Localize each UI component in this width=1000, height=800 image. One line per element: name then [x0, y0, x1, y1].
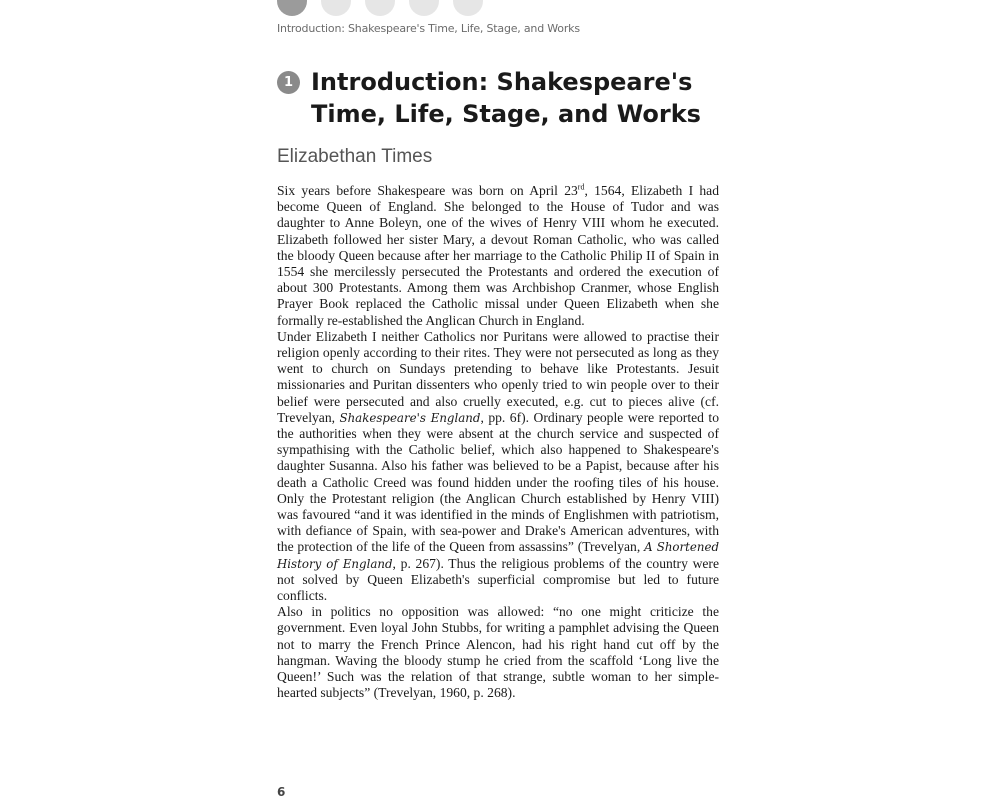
running-head: Introduction: Shakespeare's Time, Life, Stage, and Works: [277, 22, 580, 35]
book-title: A Shortened History of England: [277, 540, 720, 571]
paragraph-2: [277, 329, 719, 604]
paragraph-text: , 1564, Elizabeth I had become Queen of England. She belonged to the House of Tudor and was daughter to Anne Boleyn, one of the wives of Henry VIII whom he executed. Elizabeth followed her sister Mary, a devout Roman Catholic, who was called the bloody Queen because after her marriage to the Catholic Philip II of Spain in 1554 she mercilessly persecuted the Protestants and ordered the execution of about 300 Protestants. Among them was Archbishop Cranmer, whose English Prayer Book replaced the Catholic missal under Queen Elizabeth when she formally re-established the Anglican Church in England.: [277, 183, 720, 328]
body-text: [277, 183, 719, 702]
paragraph-text: Six years before Shakespeare was born on April 23: [277, 183, 578, 198]
paragraph-3: Also in politics no opposition was allowed: “no one might criticize the government. Even loyal John Stubbs, for writing a pamphlet advising the Queen not to marry the French Prince Alencon, had his right hand cut off by the hangman. Waving the bloody stump he cried from the scaffold ‘Long live the Queen!’ Such was the relation of that strange, subtle woman to her simple-hearted subjects” (Trevelyan, 1960, p. 268).: [277, 604, 719, 701]
paragraph-text: , p. 267). Thus the religious problems of the country were not solved by Queen Elizabeth's superficial compromise but led to future conflicts.: [277, 555, 719, 604]
superscript: rd: [577, 182, 585, 192]
chapter-number-badge: 1: [277, 71, 300, 94]
chapter-title: Introduction: Shakespeare's Time, Life, Stage, and Works: [311, 68, 701, 128]
book-title: Shakespeare's England: [339, 410, 481, 425]
paragraph-text: Under Elizabeth I neither Catholics nor Puritans were allowed to practise their religion openly according to their rites. They were not persecuted as long as they went to church on Sundays pretending to behave like Protestants. Jesuit missionaries and Puritan dissenters who openly tried to win people over to their belief were persecuted and also cruelly executed, e.g. cut to pieces alive (cf. Trevelyan,: [277, 328, 719, 425]
paragraph-1: [277, 183, 719, 329]
page-number: 6: [277, 785, 286, 799]
section-title: Elizabethan Times: [277, 146, 433, 167]
paragraph-text: , pp. 6f). Ordinary people were reported to the authorities when they were absent at the church service and suspected of sympathising with the Catholic belief, which also happened to Shakespeare's daughter Susanna. Also his father was believed to be a Papist, because after his death a Catholic Creed was found hidden under the roofing tiles of his house. Only the Protestant religion (the Anglican Church established by Henry VIII) was favoured “and it was identified in the minds of Englishmen with patriotism, with defiance of Spain, with sea-power and Drake's American adventures, with the protection of the life of the Queen from assassins” (Trevelyan,: [277, 409, 719, 555]
